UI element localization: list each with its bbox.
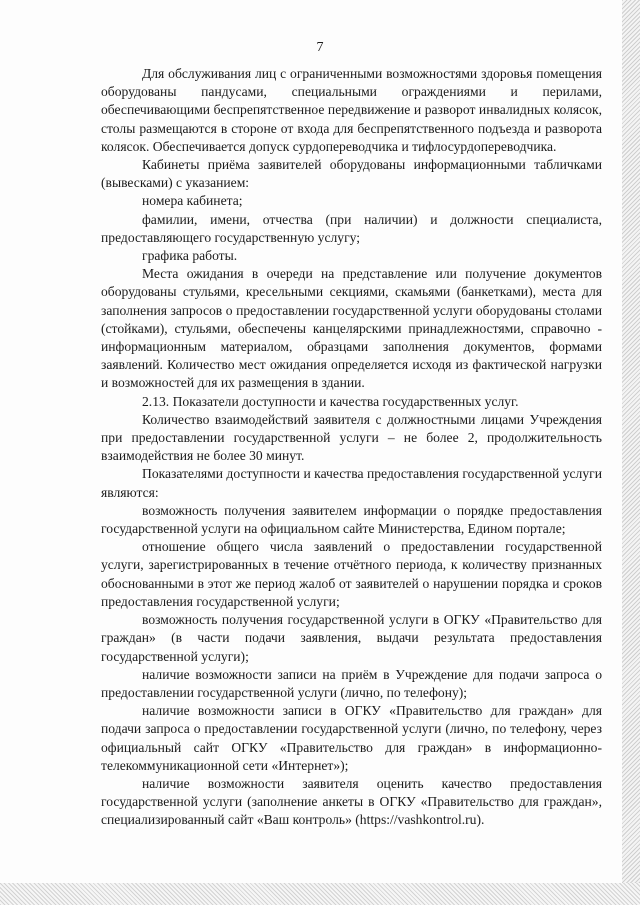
paragraph-cabinets: Кабинеты приёма заявителей оборудованы информационными табличками (вывесками) с указанием: xyxy=(101,157,602,191)
list-item-quality-evaluation: наличие возможности заявителя оценить качество предоставления государственной услуги (заполнение анкеты в ОГКУ «Правительство для граждан», специализированный сайт «Ваш контроль» (https://vashkontrol.ru). xyxy=(101,775,602,828)
page-number: 7 xyxy=(316,40,324,55)
list-item-schedule: графика работы. xyxy=(142,248,238,264)
scan-edge-right xyxy=(622,0,640,905)
list-item-ogku: возможность получения государственной услуги в ОГКУ «Правительство для граждан» (в части подачи заявления, выдачи результата предоставления государственной услуги); xyxy=(101,612,602,664)
paragraph-indicators: Показателями доступности и качества предоставления государственной услуги являются: xyxy=(101,466,602,500)
list-item-ogku-appointment: наличие возможности записи в ОГКУ «Правительство для граждан» для подачи запроса о предоставлении государственной услуги (лично, по телефону, через официальный сайт ОГКУ «Правительство для граждан» в информационно-телекоммуникационной сети «Интернет»); xyxy=(101,703,602,773)
scan-edge-bottom xyxy=(0,883,640,905)
document-body xyxy=(101,65,602,830)
list-item-specialist: фамилии, имени, отчества (при наличии) и должности специалиста, предоставляющего государственную услугу; xyxy=(101,211,602,245)
list-item-information: возможность получения заявителем информации о порядке предоставления государственной услуги на официальном сайте Министерства, Едином портале; xyxy=(101,502,602,537)
paragraph-waiting-areas: Места ожидания в очереди на представление или получение документов оборудованы стульями, кресельными секциями, скамьями (банкетками), места для заполнения запросов о предоставлении государственной услуги оборудованы столами (стойками), стульями, обеспечены канцелярскими принадлежностями, справочно - информационным материалом, образцами заполнения документов, формами заявлений. Количество мест ожидания определяется исходя из фактической нагрузки и возможностей для их размещения в здании. xyxy=(101,266,602,391)
section-heading-2-13: 2.13. Показатели доступности и качества государственных услуг. xyxy=(142,393,519,409)
list-item-room-number: номера кабинета; xyxy=(142,193,243,209)
list-item-ratio: отношение общего числа заявлений о предоставлении государственной услуги, зарегистрированных в течение отчётного периода, к количеству признанных обоснованными в этот же период жалоб от заявителей о нарушении порядка и сроков предоставления государственной услуги; xyxy=(101,539,602,609)
list-item-appointment: наличие возможности записи на приём в Учреждение для подачи запроса о предоставлении государственной услуги (лично, по телефону); xyxy=(101,666,602,700)
paragraph-interactions: Количество взаимодействий заявителя с должностными лицами Учреждения при предоставлении государственной услуги – не более 2, продолжительность взаимодействия не более 30 минут. xyxy=(101,411,602,464)
paragraph-accessibility: Для обслуживания лиц с ограниченными возможностями здоровья помещения оборудованы пандусами, специальными ограждениями и перилами, обеспечивающими беспрепятственное передвижение и разворот инвалидных колясок, столы размещаются в стороне от входа для беспрепятственного подъезда и разворота колясок. Обеспечивается допуск сурдопереводчика и тифлосурдопереводчика. xyxy=(101,66,602,154)
